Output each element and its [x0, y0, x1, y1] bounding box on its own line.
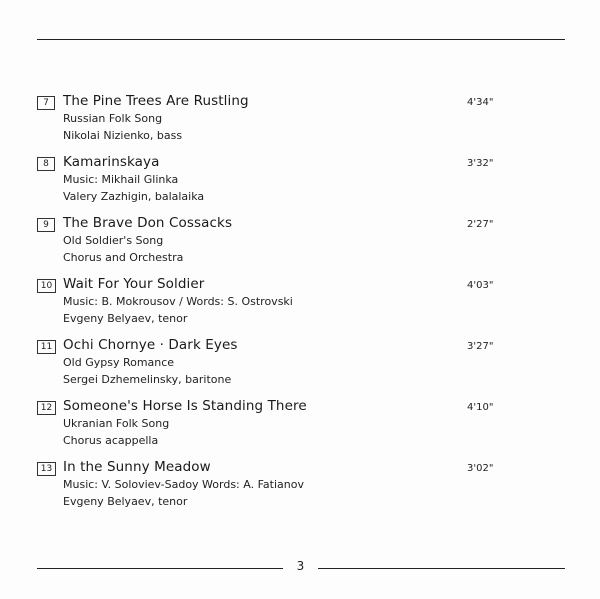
bottom-divider-left	[37, 568, 283, 569]
track-number: 9	[37, 218, 55, 232]
track-duration: 4'03"	[467, 280, 494, 291]
track-number: 7	[37, 96, 55, 110]
track-origin: Music: B. Mokrousov / Words: S. Ostrovski	[63, 295, 293, 308]
track-performer: Evgeny Belyaev, tenor	[63, 312, 188, 325]
track-duration: 4'10"	[467, 402, 494, 413]
track-list	[37, 93, 565, 520]
track-duration: 2'27"	[467, 219, 494, 230]
track-number: 13	[37, 462, 56, 476]
track-title: Ochi Chornye · Dark Eyes	[63, 337, 238, 353]
track-item	[37, 215, 565, 276]
track-title: The Pine Trees Are Rustling	[63, 93, 249, 109]
track-number: 10	[37, 279, 56, 293]
track-number: 8	[37, 157, 55, 171]
track-title: Someone's Horse Is Standing There	[63, 398, 307, 414]
track-origin: Music: Mikhail Glinka	[63, 173, 179, 186]
track-item	[37, 276, 565, 337]
track-item	[37, 93, 565, 154]
top-divider	[37, 39, 565, 40]
page-number: 3	[296, 559, 305, 573]
track-origin: Old Soldier's Song	[63, 234, 164, 247]
track-title: Wait For Your Soldier	[63, 276, 205, 292]
bottom-divider-right	[318, 568, 565, 569]
track-item	[37, 154, 565, 215]
track-origin: Music: V. Soloviev-Sadoy Words: A. Fatianov	[63, 478, 304, 491]
track-duration: 3'02"	[467, 463, 494, 474]
track-performer: Sergei Dzhemelinsky, baritone	[63, 373, 232, 386]
track-origin: Ukranian Folk Song	[63, 417, 170, 430]
track-duration: 3'27"	[467, 341, 494, 352]
track-duration: 3'32"	[467, 158, 494, 169]
track-performer: Valery Zazhigin, balalaika	[63, 190, 205, 203]
track-number: 12	[37, 401, 56, 415]
track-origin: Russian Folk Song	[63, 112, 163, 125]
track-performer: Chorus acappella	[63, 434, 159, 447]
track-performer: Chorus and Orchestra	[63, 251, 184, 264]
track-item	[37, 337, 565, 398]
track-number: 11	[37, 340, 56, 354]
track-item	[37, 459, 565, 520]
track-title: The Brave Don Cossacks	[63, 215, 233, 231]
track-title: Kamarinskaya	[63, 154, 160, 170]
track-title: In the Sunny Meadow	[63, 459, 211, 475]
track-performer: Evgeny Belyaev, tenor	[63, 495, 188, 508]
track-origin: Old Gypsy Romance	[63, 356, 175, 369]
track-item	[37, 398, 565, 459]
track-duration: 4'34"	[467, 97, 494, 108]
track-performer: Nikolai Nizienko, bass	[63, 129, 183, 142]
